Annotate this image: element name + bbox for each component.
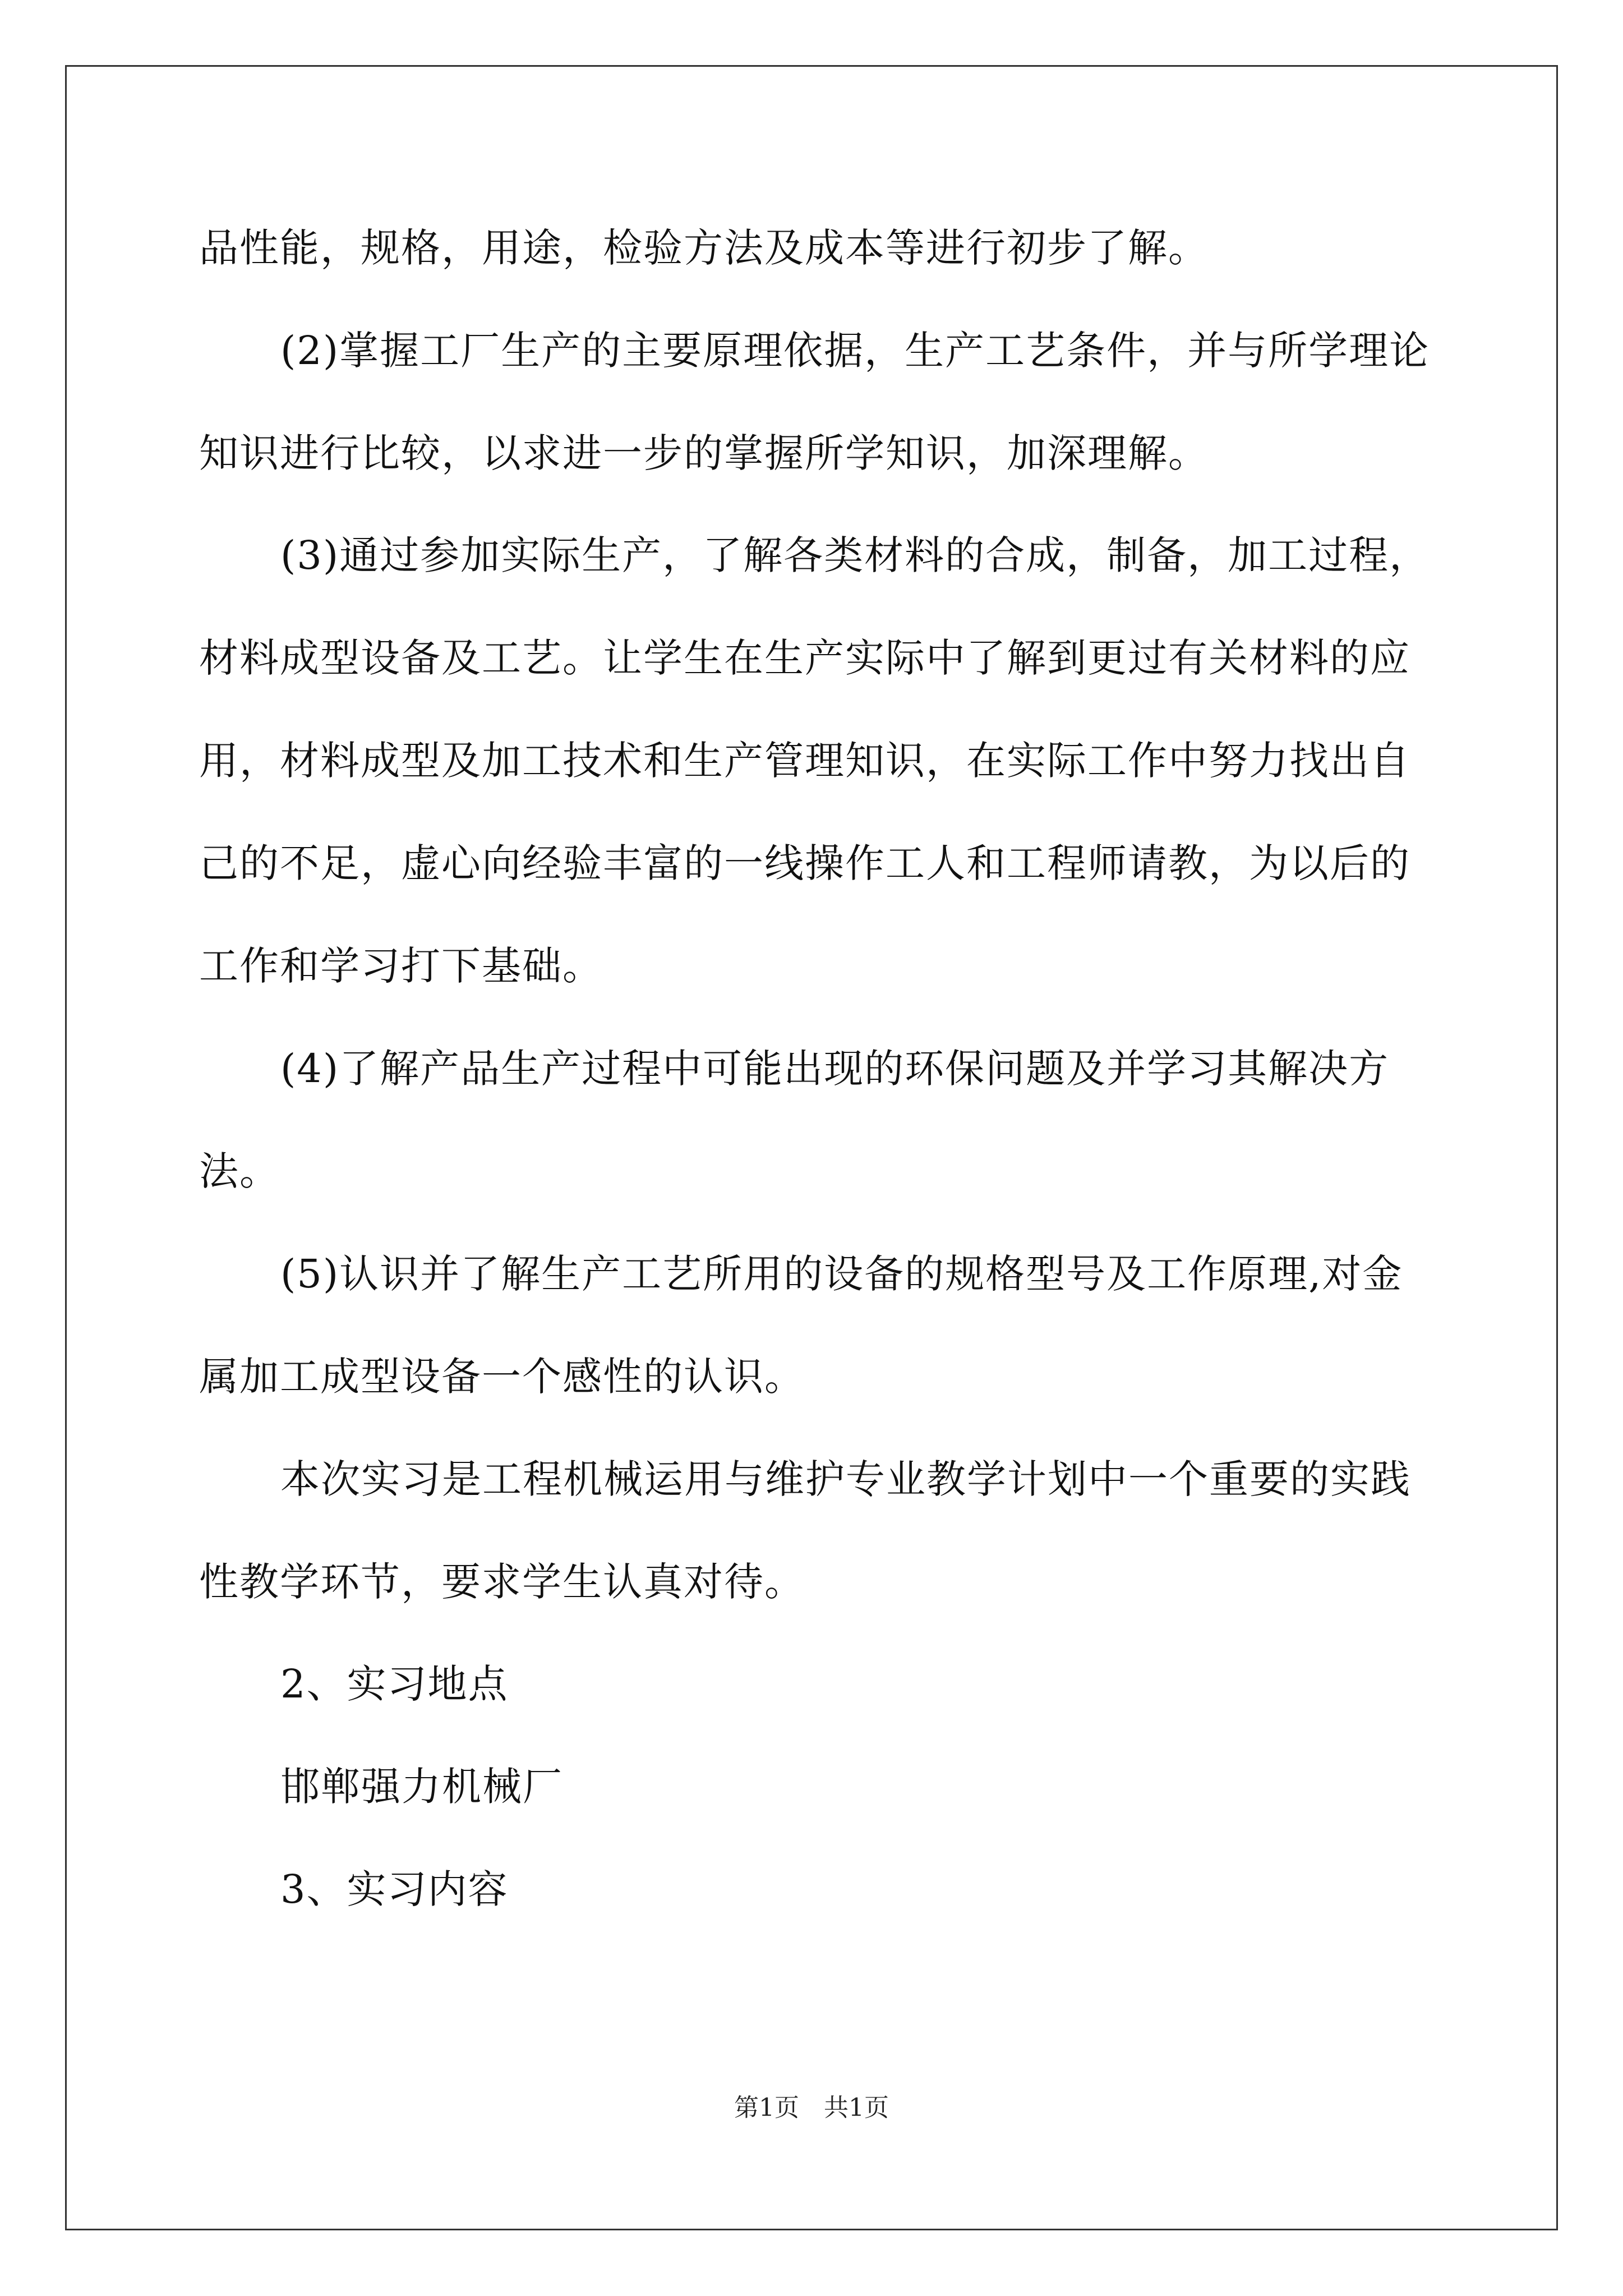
text-line: (5)认识并了解生产工艺所用的设备的规格型号及工作原理,对金: [280, 1251, 1403, 1297]
text-line: (4)了解产品生产过程中可能出现的环保问题及并学习其解决方: [280, 1046, 1390, 1092]
text-line: 己的不足，虚心向经验丰富的一线操作工人和工程师请教，为以后的: [199, 840, 1410, 886]
text-line: 知识进行比较，以求进一步的掌握所学知识，加深理解。: [199, 430, 1209, 476]
text-line: (3)通过参加实际生产，了解各类材料的合成，制备，加工过程，: [280, 532, 1430, 578]
page-footer: 第1页 共1页: [734, 2093, 889, 2122]
text-line: 材料成型设备及工艺。让学生在生产实际中了解到更过有关材料的应: [199, 635, 1410, 681]
text-line: 品性能，规格，用途，检验方法及成本等进行初步了解。: [199, 225, 1209, 271]
text-line: 属加工成型设备一个感性的认识。: [199, 1354, 805, 1400]
section-heading: 3、实习内容: [280, 1866, 509, 1912]
text-line: 邯郸强力机械厂: [280, 1764, 563, 1810]
text-line: 法。: [199, 1148, 280, 1194]
text-line: 工作和学习打下基础。: [199, 943, 603, 989]
text-line: (2)掌握工厂生产的主要原理依据，生产工艺条件，并与所学理论: [280, 328, 1430, 374]
text-line: 性教学环节，要求学生认真对待。: [199, 1559, 805, 1605]
text-line: 用，材料成型及加工技术和生产管理知识，在实际工作中努力找出自: [199, 738, 1410, 784]
section-heading: 2、实习地点: [280, 1661, 509, 1707]
text-line: 本次实习是工程机械运用与维护专业教学计划中一个重要的实践: [280, 1456, 1411, 1502]
